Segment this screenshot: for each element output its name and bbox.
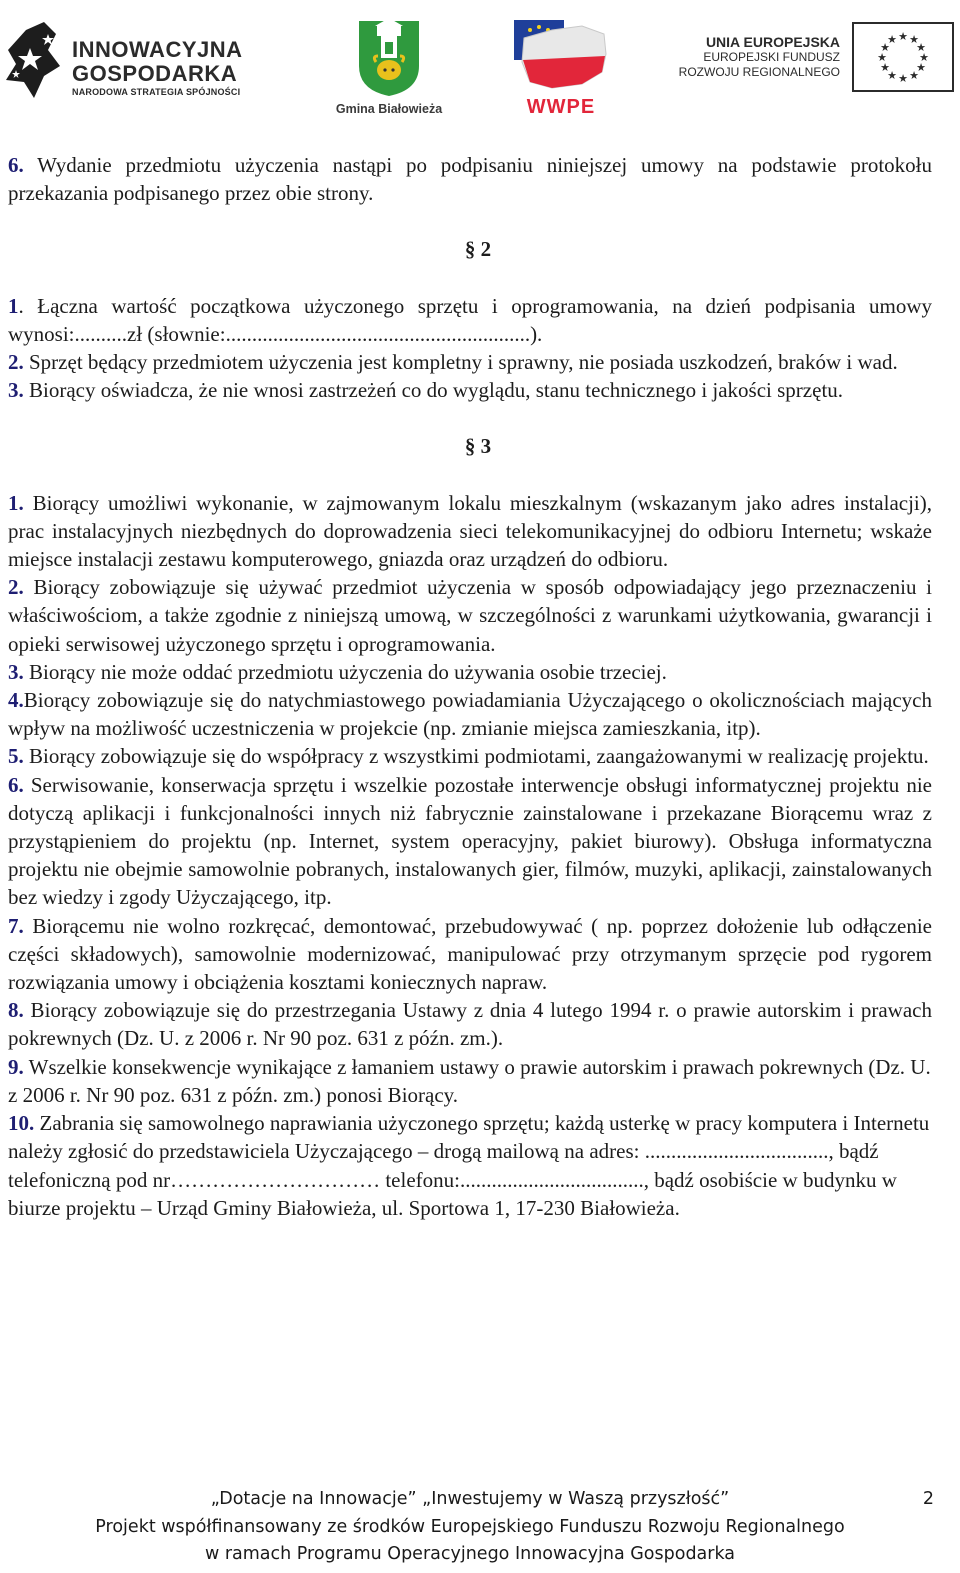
ig-logo-text-3: NARODOWA STRATEGIA SPÓJNOŚCI <box>72 87 241 97</box>
svg-text:★: ★ <box>887 69 897 82</box>
item-text: Biorący zobowiązuje się używać przedmiot użyczenia w sposób odpowiadający jego przeznaczeniu i właściwościom, a także zgodnie z niniejszą umową, w szczególności z warunkami użytkowania, gwarancji i opieki serwisowej użyczonego sprzętu i oprogramowania. <box>8 575 932 656</box>
item-number: 8. <box>8 998 24 1023</box>
item-number: 6. <box>8 772 24 797</box>
item-number: 9. <box>8 1054 24 1079</box>
item-number: 6. <box>8 153 24 177</box>
item-text: Biorący umożliwi wykonanie, w zajmowanym lokalu mieszkalnym (wskazanym jako adres instalacji), prac instalacyjnych niezbędnych do doprowadzenia sieci telekomunikacyjnej do odbioru Internetu; wskaże miejsce instalacji zestawu komputerowego, gniazda oraz urządzeń do odbioru. <box>8 490 932 572</box>
item-number: 4. <box>8 688 24 713</box>
innowacyjna-star-icon <box>4 20 66 102</box>
wwpe-logo <box>512 18 612 122</box>
item-number: 7. <box>8 913 24 938</box>
ig-logo-text-2: GOSPODARKA <box>72 61 238 86</box>
gmina-bialowieza-logo <box>330 18 448 122</box>
svg-text:★: ★ <box>919 51 929 64</box>
section-2-item-2 <box>8 348 932 376</box>
item-number: 2. <box>8 350 24 375</box>
section-3-title: § 3 <box>464 434 492 459</box>
svg-text:★: ★ <box>887 33 897 46</box>
item-number: 2. <box>8 575 24 600</box>
section-2-item-3 <box>8 376 932 404</box>
item-number: 1. <box>8 490 24 515</box>
eu-flag-icon <box>852 22 954 92</box>
item-text: Biorący oświadcza, że nie wnosi zastrzeżeń co do wyglądu, stanu technicznego i jakości sprzętu. <box>23 378 844 403</box>
gmina-logo-label: Gmina Białowieża <box>335 102 443 116</box>
page-number: 2 <box>922 1489 934 1509</box>
item-number: 3. <box>8 378 24 403</box>
unia-europejska-logo <box>670 20 958 96</box>
svg-text:★: ★ <box>916 41 926 54</box>
svg-text:★: ★ <box>880 41 890 54</box>
item-text: Biorący zobowiązuje się do przestrzegania Ustawy z dnia 4 lutego 1994 r. o prawie autorskim i prawach pokrewnych (Dz. U. z 2006 r. Nr 90 poz. 631 z późn. zm.). <box>8 998 932 1051</box>
page-footer <box>0 1486 960 1569</box>
svg-text:★: ★ <box>916 61 926 74</box>
svg-text:★: ★ <box>880 61 890 74</box>
section-3-item-3 <box>8 658 932 686</box>
item-text: Biorącemu nie wolno rozkręcać, demontować, przebudowywać ( np. poprzez dołożenie lub odłączenie części składowych), samowolnie modernizować, manipulować przy otrzymanym sprzęcie pod rygorem rozwiązania umowy i obciążenia kosztami koniecznych napraw. <box>8 913 932 995</box>
section-3-item-8 <box>8 996 932 1052</box>
spacer <box>8 461 932 489</box>
spacer <box>8 207 932 235</box>
svg-text:★: ★ <box>898 30 908 43</box>
ig-logo-text-1: INNOWACYJNA <box>72 37 243 62</box>
section-3-item-5 <box>8 742 932 770</box>
ue-logo-text-2: EUROPEJSKI FUNDUSZ <box>703 50 840 64</box>
ue-logo-text-3: ROZWOJU REGIONALNEGO <box>678 65 840 79</box>
footer-cofinancing-note: Projekt współfinansowany ze środków Europejskiego Funduszu Rozwoju Regionalnego <box>95 1516 845 1537</box>
innowacyjna-gospodarka-logo <box>4 20 254 104</box>
svg-text:★: ★ <box>909 69 919 82</box>
item-text: Biorący nie może oddać przedmiotu użyczenia do używania osobie trzeciej. <box>23 659 667 684</box>
item-number: 3. <box>8 659 24 684</box>
poland-map-flag-icon <box>512 18 610 96</box>
item-number: 1 <box>8 293 19 318</box>
section-2-title: § 2 <box>464 237 492 262</box>
spacer <box>8 264 932 292</box>
paragraph-item-6-top <box>8 151 932 207</box>
wwpe-logo-label: WWPE <box>526 96 596 118</box>
footer-programme-note: w ramach Programu Operacyjnego Innowacyjna Gospodarka <box>204 1544 736 1564</box>
section-3-item-6 <box>8 771 932 912</box>
item-text: Wszelkie konsekwencje wynikające z łamaniem ustawy o prawie autorskim i prawach pokrewnych (Dz. U. z 2006 r. Nr 90 poz. 631 z późn. zm.) ponosi Biorący. <box>8 1054 931 1107</box>
item-text: Wydanie przedmiotu użyczenia nastąpi po podpisaniu niniejszej umowy na podstawie protokołu przekazania podpisanego przez obie strony. <box>8 153 932 206</box>
item-text: . Łączna wartość początkowa użyczonego sprzętu i oprogramowania, na dzień podpisania umowy wynosi:..........zł (słownie:..........................................................). <box>8 293 932 346</box>
gmina-crest-icon <box>356 18 422 98</box>
item-text: Sprzęt będący przedmiotem użyczenia jest kompletny i sprawny, nie posiada uszkodzeń, braków i wad. <box>23 350 898 375</box>
section-3-item-2 <box>8 573 932 658</box>
item-text: Biorący zobowiązuje się do współpracy z wszystkimi podmiotami, zaangażowanymi w realizację projektu. <box>23 744 929 769</box>
item-number: 10. <box>8 1111 35 1136</box>
item-text: Zabrania się samowolnego naprawiania użyczonego sprzętu; każdą usterkę w pracy komputera i Internetu należy zgłosić do przedstawiciela Użyczającego – drogą mailową na adres: ..................................., bądź telefoniczną pod nr………………………… telefonu:..................................., bądź osobiście w budynku w biurze projektu – Urząd Gminy Białowieża, ul. Sportowa 1, 17-230 Białowieża. <box>8 1111 930 1220</box>
svg-text:★: ★ <box>877 51 887 64</box>
section-3-item-1 <box>8 489 932 574</box>
document-body <box>8 151 932 1222</box>
section-3-item-10 <box>8 1109 932 1222</box>
svg-text:★: ★ <box>909 33 919 46</box>
logo-header <box>0 0 960 125</box>
footer-slogan: „Dotacje na Innowacje” „Inwestujemy w Waszą przyszłość” <box>210 1489 730 1509</box>
section-3-item-4 <box>8 686 932 742</box>
item-text: Biorący zobowiązuje się do natychmiastowego powiadamiania Użyczającego o okolicznościach mających wpływ na możliwość uczestniczenia w projekcie (np. zmianie miejsca zamieszkania, itp). <box>8 688 932 741</box>
item-number: 5. <box>8 744 24 769</box>
svg-text:★: ★ <box>898 72 908 85</box>
section-3-item-7 <box>8 912 932 997</box>
section-3-item-9 <box>8 1053 932 1109</box>
section-2-item-1 <box>8 292 932 348</box>
spacer <box>8 404 932 432</box>
item-text: Serwisowanie, konserwacja sprzętu i wszelkie pozostałe interwencje obsługi informatycznej projektu nie dotyczą aplikacji i funkcjonalności innych niż fabrycznie zainstalowane i przekazane Biorącemu wraz z przystąpieniem do projektu (np. Internet, system operacyjny, pakiet biurowy). Obsługa informatyczna projektu nie obejmie samowolnie pobranych, instalowanych gier, filmów, muzyki, aplikacji, zainstalowanych bez wiedzy i zgody Użyczającego, itp. <box>8 772 932 910</box>
ue-logo-text-1: UNIA EUROPEJSKA <box>705 34 840 50</box>
